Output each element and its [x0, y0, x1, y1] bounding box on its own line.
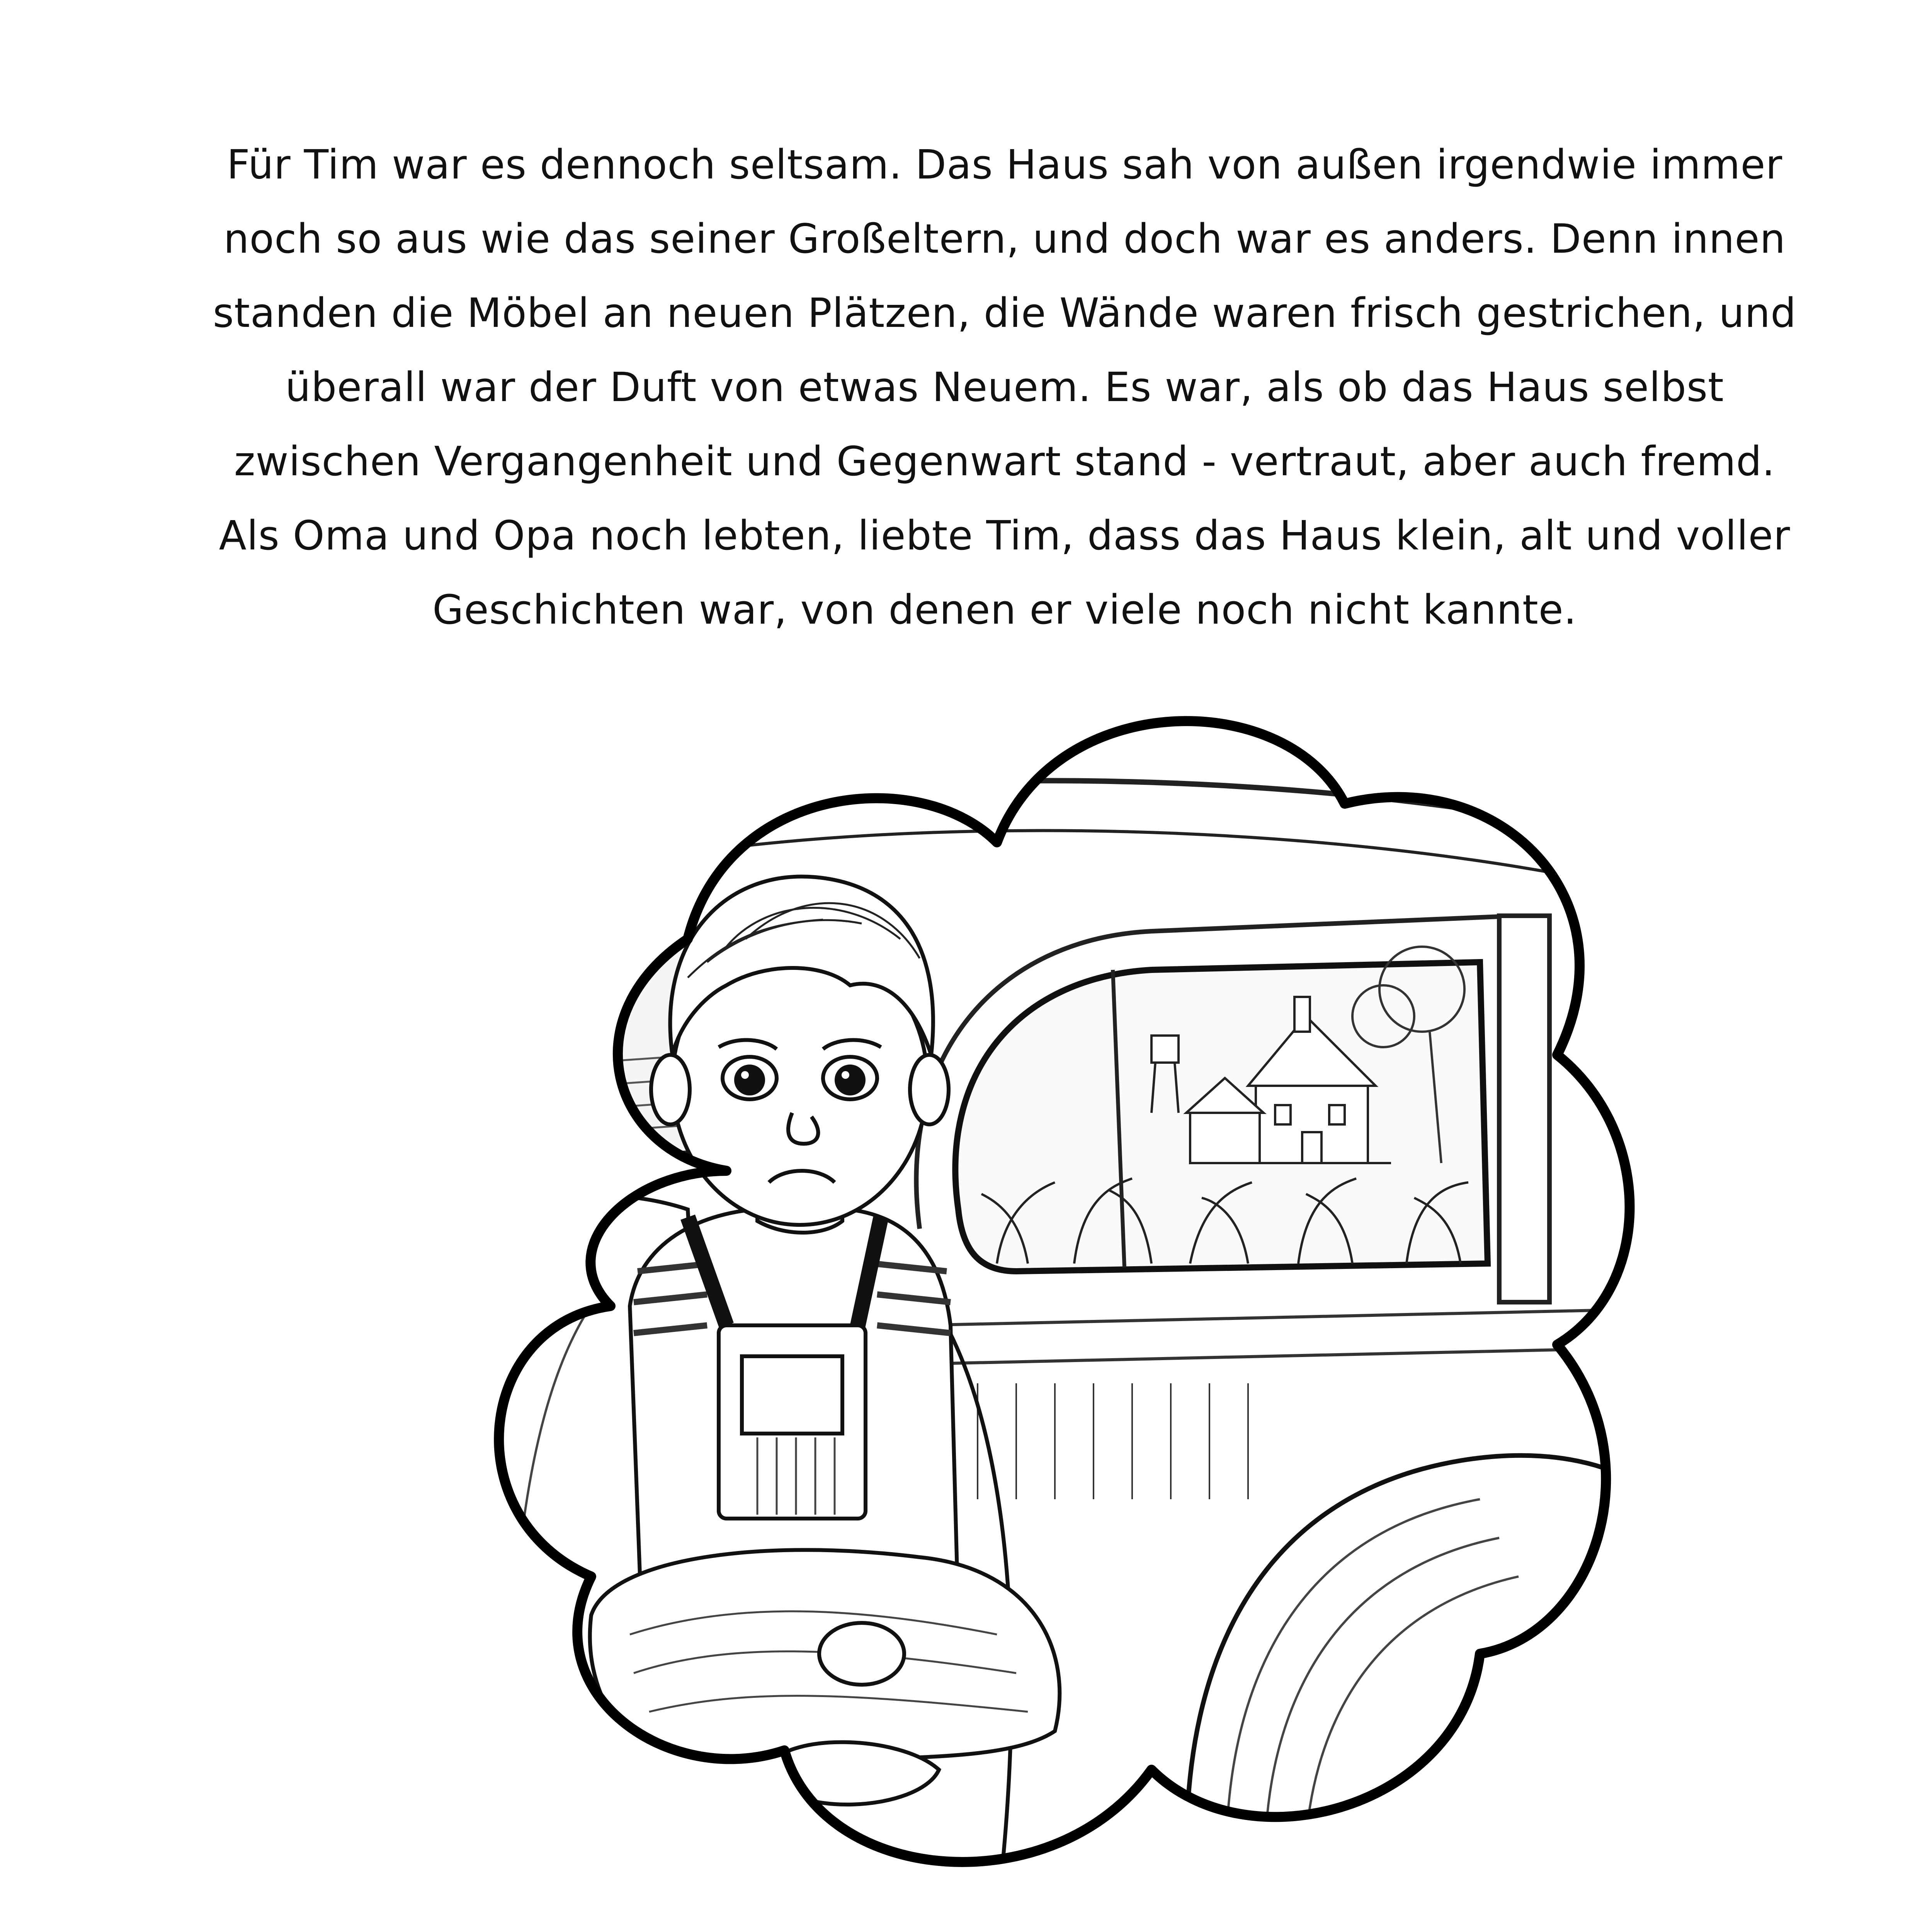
story-line: zwischen Vergangenheit und Gegenwart stand - vertraut, aber auch fremd. [234, 438, 1776, 485]
story-paragraph [116, 128, 1893, 647]
story-line: Geschichten war, von denen er viele noch nicht kannte. [432, 586, 1577, 633]
story-line: noch so aus wie das seiner Großeltern, und doch war es anders. Denn innen [223, 215, 1786, 262]
scene [340, 668, 1677, 1917]
story-line: Für Tim war es dennoch seltsam. Das Haus sah von außen irgendwie immer [226, 141, 1783, 188]
story-line: überall war der Duft von etwas Neuem. Es war, als ob das Haus selbst [285, 364, 1724, 411]
story-line: standen die Möbel an neuen Plätzen, die Wände waren frisch gestrichen, und [213, 289, 1797, 337]
boy-in-car-drawing [340, 668, 1677, 1917]
story-line: Als Oma und Opa noch lebten, liebte Tim, dass das Haus klein, alt und voller [219, 512, 1791, 559]
cloud-illustration [340, 668, 1677, 1917]
